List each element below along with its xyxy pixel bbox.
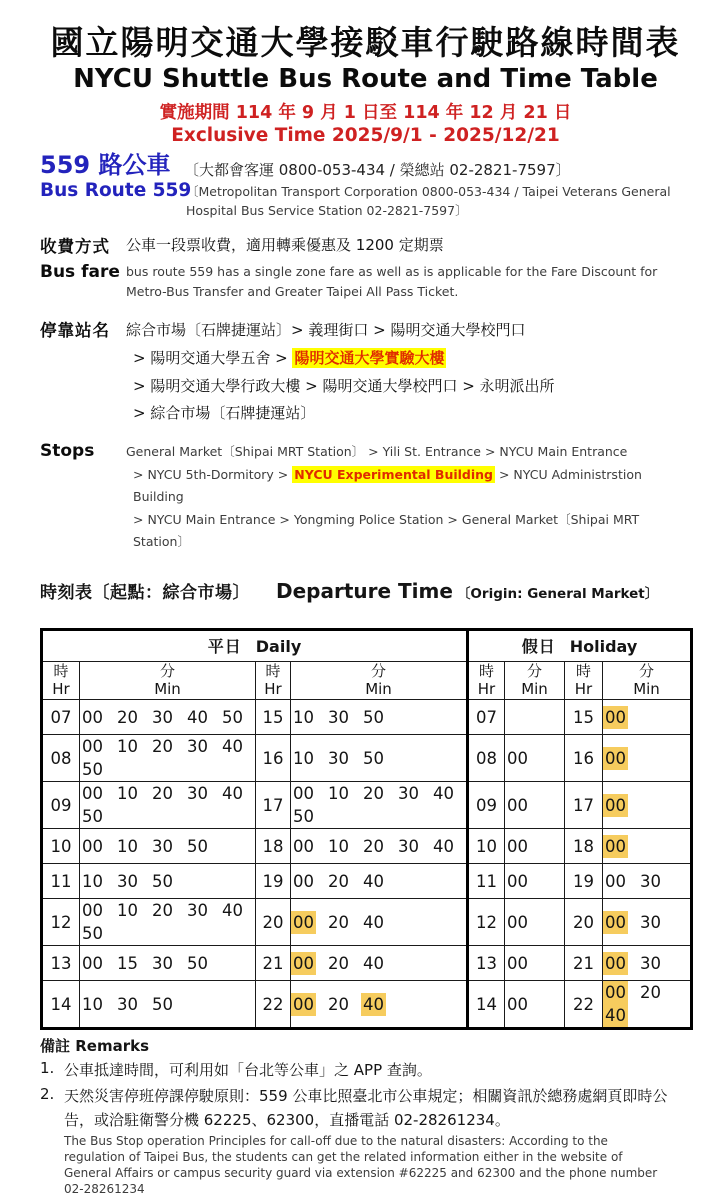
minute-highlighted: 00 xyxy=(293,994,314,1014)
minute: 00 xyxy=(293,871,314,891)
minute: 30 xyxy=(398,836,419,856)
timetable-row xyxy=(42,981,692,1029)
minute: 30 xyxy=(328,707,349,727)
minute: 10 xyxy=(117,836,138,856)
minute: 50 xyxy=(82,924,103,944)
minute: 15 xyxy=(117,953,138,973)
minutes-cell xyxy=(80,899,256,946)
minute: 50 xyxy=(187,836,208,856)
minutes-cell xyxy=(603,735,692,782)
col-header-hour: 時 Hr xyxy=(565,661,603,700)
minutes-cell xyxy=(80,864,256,899)
stops-label-zh: 停靠站名 xyxy=(40,321,110,341)
minute: 30 xyxy=(117,871,138,891)
route-line xyxy=(126,400,691,428)
minute: 20 xyxy=(152,901,173,921)
col-header-minutes: 分 Min xyxy=(505,661,565,700)
minutes-cell xyxy=(505,700,565,735)
minute: 00 xyxy=(507,795,528,815)
minute: 40 xyxy=(222,737,243,757)
hour-cell: 17 xyxy=(256,782,291,829)
hour-cell: 15 xyxy=(256,700,291,735)
minute: 20 xyxy=(152,784,173,804)
minutes-cell xyxy=(80,782,256,829)
minutes-cell xyxy=(603,946,692,981)
hour-cell: 10 xyxy=(42,829,80,864)
hour-cell: 13 xyxy=(42,946,80,981)
stop-text: > NYCU 5th-Dormitory > xyxy=(133,466,293,482)
minutes-cell xyxy=(80,981,256,1029)
minutes-cell xyxy=(603,700,692,735)
route-line xyxy=(126,345,691,373)
route-info xyxy=(40,152,691,221)
minutes-cell xyxy=(80,700,256,735)
col-header-hour: 時 Hr xyxy=(256,661,291,700)
minutes-cell xyxy=(505,946,565,981)
timetable-row xyxy=(42,899,692,946)
minute: 30 xyxy=(187,901,208,921)
stop-text: > NYCU Administrstion Building xyxy=(133,466,642,505)
remark-item-1 xyxy=(40,1059,691,1082)
minutes-cell xyxy=(505,735,565,782)
col-header-minutes: 分 Min xyxy=(80,661,256,700)
hour-cell: 22 xyxy=(256,981,291,1029)
minute: 50 xyxy=(152,871,173,891)
highlighted-stop: 陽明交通大學實驗大樓 xyxy=(294,348,445,367)
hour-cell: 08 xyxy=(42,735,80,782)
minute: 20 xyxy=(363,784,384,804)
route-operator-en: 〔Metropolitan Transport Corporation 0800-053-434 / Taipei Veterans General Hospital Bus Service Station 02-2821-7597〕 xyxy=(186,183,671,218)
minute: 50 xyxy=(363,748,384,768)
daily-label-en: Daily xyxy=(255,637,302,657)
minute: 10 xyxy=(82,994,103,1014)
minute-highlighted: 40 xyxy=(363,994,384,1014)
stop-text: 綜合市場〔石牌捷運站〕> 義理街口 > 陽明交通大學校門口 xyxy=(126,321,526,340)
hour-cell: 07 xyxy=(42,700,80,735)
minute: 00 xyxy=(82,953,103,973)
timetable-row xyxy=(42,829,692,864)
stops-label-en: Stops xyxy=(40,441,95,462)
minute: 10 xyxy=(328,784,349,804)
holiday-label-zh: 假日 xyxy=(521,637,556,657)
col-header-hour: 時 Hr xyxy=(468,661,505,700)
col-header-hour: 時 Hr xyxy=(42,661,80,700)
hour-cell: 14 xyxy=(468,981,505,1029)
remark-text-2-zh: 天然災害停班停課停駛原則：559 公車比照臺北市公車規定；相關資訊於總務處網頁即時公告，或洽駐衛警分機 62225、62300，直播電話 02-28261234。 xyxy=(64,1087,668,1129)
minute: 20 xyxy=(328,953,349,973)
minute: 30 xyxy=(152,836,173,856)
minute: 50 xyxy=(187,953,208,973)
fare-text-en: bus route 559 has a single zone fare as well as is applicable for the Fare Discount for Metro-Bus Transfer and Greater Taipei All Pass Ticket. xyxy=(126,264,658,299)
stop-text: > 陽明交通大學行政大樓 > 陽明交通大學校門口 > 永明派出所 xyxy=(133,376,555,395)
remark-item-2 xyxy=(40,1085,691,1197)
fare-label-en: Bus fare xyxy=(40,262,120,283)
minute: 00 xyxy=(507,912,528,932)
minute: 40 xyxy=(222,901,243,921)
stops-section-zh xyxy=(40,317,691,428)
route-name-en: Bus Route 559 xyxy=(40,179,192,201)
minute: 20 xyxy=(328,912,349,932)
route-line xyxy=(126,441,691,464)
minute: 00 xyxy=(82,737,103,757)
hour-cell: 21 xyxy=(565,946,603,981)
minute: 00 xyxy=(82,901,103,921)
stops-section-en xyxy=(40,441,691,554)
highlighted-stop: NYCU Experimental Building xyxy=(294,466,493,482)
minute: 30 xyxy=(398,784,419,804)
page-title-zh: 國立陽明交通大學接駁車行駛路線時間表 xyxy=(50,23,681,62)
minute: 10 xyxy=(117,737,138,757)
minute: 00 xyxy=(82,707,103,727)
minute: 30 xyxy=(152,953,173,973)
page-title-en: NYCU Shuttle Bus Route and Time Table xyxy=(73,64,658,95)
minutes-cell xyxy=(505,981,565,1029)
minutes-cell xyxy=(80,946,256,981)
minute-highlighted: 40 xyxy=(605,1006,626,1026)
hour-cell: 16 xyxy=(256,735,291,782)
hour-cell: 22 xyxy=(565,981,603,1029)
minute: 50 xyxy=(363,707,384,727)
minutes-cell xyxy=(291,700,468,735)
daily-group-header xyxy=(42,629,468,661)
hour-cell: 13 xyxy=(468,946,505,981)
stops-route-zh xyxy=(126,317,691,428)
stops-route-en xyxy=(126,441,691,554)
stop-text: > NYCU Main Entrance > Yongming Police Station > General Market〔Shipai MRT Station〕 xyxy=(133,511,640,550)
minutes-cell xyxy=(291,864,468,899)
minute: 10 xyxy=(117,784,138,804)
minute: 20 xyxy=(328,871,349,891)
minute: 40 xyxy=(433,836,454,856)
remarks-title: 備註 Remarks xyxy=(40,1037,149,1056)
remark-text-2 xyxy=(64,1085,691,1197)
timetable-row xyxy=(42,700,692,735)
hour-cell: 09 xyxy=(468,782,505,829)
minute: 30 xyxy=(187,737,208,757)
hour-cell: 12 xyxy=(468,899,505,946)
hour-cell: 14 xyxy=(42,981,80,1029)
route-operator-zh: 〔大都會客運 0800-053-434 / 榮總站 02-2821-7597〕 xyxy=(184,160,571,179)
minutes-cell xyxy=(80,735,256,782)
minute: 50 xyxy=(222,707,243,727)
minute-highlighted: 00 xyxy=(605,748,626,768)
hour-cell: 20 xyxy=(565,899,603,946)
minute: 00 xyxy=(293,784,314,804)
minute: 00 xyxy=(507,994,528,1014)
minute: 40 xyxy=(187,707,208,727)
remarks-section xyxy=(40,1035,691,1198)
minute: 10 xyxy=(293,748,314,768)
minute: 00 xyxy=(293,836,314,856)
minute: 30 xyxy=(328,748,349,768)
hour-cell: 11 xyxy=(468,864,505,899)
effective-period-en: Exclusive Time 2025/9/1 - 2025/12/21 xyxy=(171,124,560,146)
timetable-heading-origin: 〔Origin: General Market〕 xyxy=(456,585,659,602)
minute-highlighted: 00 xyxy=(293,912,314,932)
stop-text: General Market〔Shipai MRT Station〕 > Yili St. Entrance > NYCU Main Entrance xyxy=(126,444,628,460)
hour-cell: 19 xyxy=(565,864,603,899)
timetable-heading xyxy=(40,578,691,603)
timetable-heading-zh: 時刻表〔起點：綜合市場〕 xyxy=(40,582,250,603)
remark-number: 1. xyxy=(40,1059,55,1078)
hour-cell: 20 xyxy=(256,899,291,946)
col-header-minutes: 分 Min xyxy=(603,661,692,700)
holiday-label-en: Holiday xyxy=(569,637,638,657)
fare-label-zh: 收費方式 xyxy=(40,237,110,257)
hour-cell: 09 xyxy=(42,782,80,829)
minute: 40 xyxy=(433,784,454,804)
fare-text-zh: 公車一段票收費，適用轉乘優惠及 1200 定期票 xyxy=(126,236,444,255)
minute: 30 xyxy=(117,994,138,1014)
minute: 00 xyxy=(605,871,626,891)
minutes-cell xyxy=(505,829,565,864)
minute-highlighted: 00 xyxy=(605,707,626,727)
daily-label-zh: 平日 xyxy=(207,637,242,657)
minute-highlighted: 00 xyxy=(605,953,626,973)
minute: 20 xyxy=(640,983,661,1003)
stop-text: > 陽明交通大學五舍 > xyxy=(133,348,293,367)
minute-highlighted: 00 xyxy=(605,912,626,932)
remark-text-2-en: The Bus Stop operation Principles for call-off due to the natural disasters: According to the regulation of Taipei Bus, the students can get the related information either in the website of General Affairs or campus security guard via extension #62225 and 62300 and the phone number 02-28261234 xyxy=(64,1133,658,1197)
minute: 00 xyxy=(82,836,103,856)
minute-highlighted: 00 xyxy=(605,983,626,1003)
remark-text-1: 公車抵達時間，可利用如「台北等公車」之 APP 查詢。 xyxy=(64,1061,432,1080)
hour-cell: 10 xyxy=(468,829,505,864)
minutes-cell xyxy=(291,981,468,1029)
minute: 40 xyxy=(222,784,243,804)
minute: 50 xyxy=(152,994,173,1014)
document-header xyxy=(40,22,691,146)
minute: 20 xyxy=(152,737,173,757)
minute: 40 xyxy=(363,912,384,932)
minute: 10 xyxy=(82,871,103,891)
minute-highlighted: 00 xyxy=(293,953,314,973)
minute: 10 xyxy=(328,836,349,856)
minute: 00 xyxy=(507,836,528,856)
hour-cell: 19 xyxy=(256,864,291,899)
minute: 00 xyxy=(507,748,528,768)
minutes-cell xyxy=(80,829,256,864)
minutes-cell xyxy=(291,829,468,864)
timetable-row xyxy=(42,864,692,899)
timetable-row xyxy=(42,735,692,782)
timetable-row xyxy=(42,782,692,829)
minutes-cell xyxy=(291,899,468,946)
stop-text: > 綜合市場〔石牌捷運站〕 xyxy=(133,404,316,423)
minute: 00 xyxy=(507,871,528,891)
holiday-group-header xyxy=(468,629,692,661)
minutes-cell xyxy=(291,946,468,981)
minute: 00 xyxy=(507,953,528,973)
minutes-cell xyxy=(603,899,692,946)
timetable-row xyxy=(42,946,692,981)
minute-highlighted: 00 xyxy=(605,836,626,856)
minute: 40 xyxy=(363,871,384,891)
minute: 10 xyxy=(293,707,314,727)
hour-cell: 15 xyxy=(565,700,603,735)
timetable-group-header-row xyxy=(42,629,692,661)
minute: 30 xyxy=(640,871,661,891)
hour-cell: 18 xyxy=(256,829,291,864)
minute: 00 xyxy=(82,784,103,804)
minutes-cell xyxy=(603,864,692,899)
minutes-cell xyxy=(291,735,468,782)
minutes-cell xyxy=(603,981,692,1029)
minute: 30 xyxy=(187,784,208,804)
minute: 20 xyxy=(117,707,138,727)
minutes-cell xyxy=(505,899,565,946)
hour-cell: 12 xyxy=(42,899,80,946)
hour-cell: 21 xyxy=(256,946,291,981)
minutes-cell xyxy=(291,782,468,829)
minute-highlighted: 00 xyxy=(605,795,626,815)
route-line xyxy=(126,464,691,509)
minutes-cell xyxy=(603,782,692,829)
minute: 50 xyxy=(82,760,103,780)
timetable-heading-en: Departure Time xyxy=(276,578,453,603)
hour-cell: 18 xyxy=(565,829,603,864)
minute: 30 xyxy=(640,953,661,973)
minute: 50 xyxy=(82,807,103,827)
minute: 20 xyxy=(328,994,349,1014)
fare-section-zh xyxy=(40,233,691,257)
route-line xyxy=(126,373,691,401)
remark-number: 2. xyxy=(40,1085,55,1104)
minutes-cell xyxy=(505,782,565,829)
timetable-body xyxy=(42,700,692,1029)
col-header-minutes: 分 Min xyxy=(291,661,468,700)
minutes-cell xyxy=(505,864,565,899)
hour-cell: 08 xyxy=(468,735,505,782)
hour-cell: 07 xyxy=(468,700,505,735)
minute: 20 xyxy=(363,836,384,856)
minute: 50 xyxy=(293,807,314,827)
route-line xyxy=(126,317,691,345)
route-line xyxy=(126,509,691,554)
hour-cell: 16 xyxy=(565,735,603,782)
minute: 30 xyxy=(640,912,661,932)
timetable xyxy=(40,628,693,1031)
minute: 10 xyxy=(117,901,138,921)
effective-period-zh: 實施期間 114 年 9 月 1 日至 114 年 12 月 21 日 xyxy=(159,102,572,123)
minute: 40 xyxy=(363,953,384,973)
minute: 30 xyxy=(152,707,173,727)
timetable-column-header-row xyxy=(42,661,692,700)
hour-cell: 17 xyxy=(565,782,603,829)
minutes-cell xyxy=(603,829,692,864)
hour-cell: 11 xyxy=(42,864,80,899)
route-name-zh: 559 路公車 xyxy=(40,150,171,179)
fare-section-en xyxy=(40,262,691,301)
